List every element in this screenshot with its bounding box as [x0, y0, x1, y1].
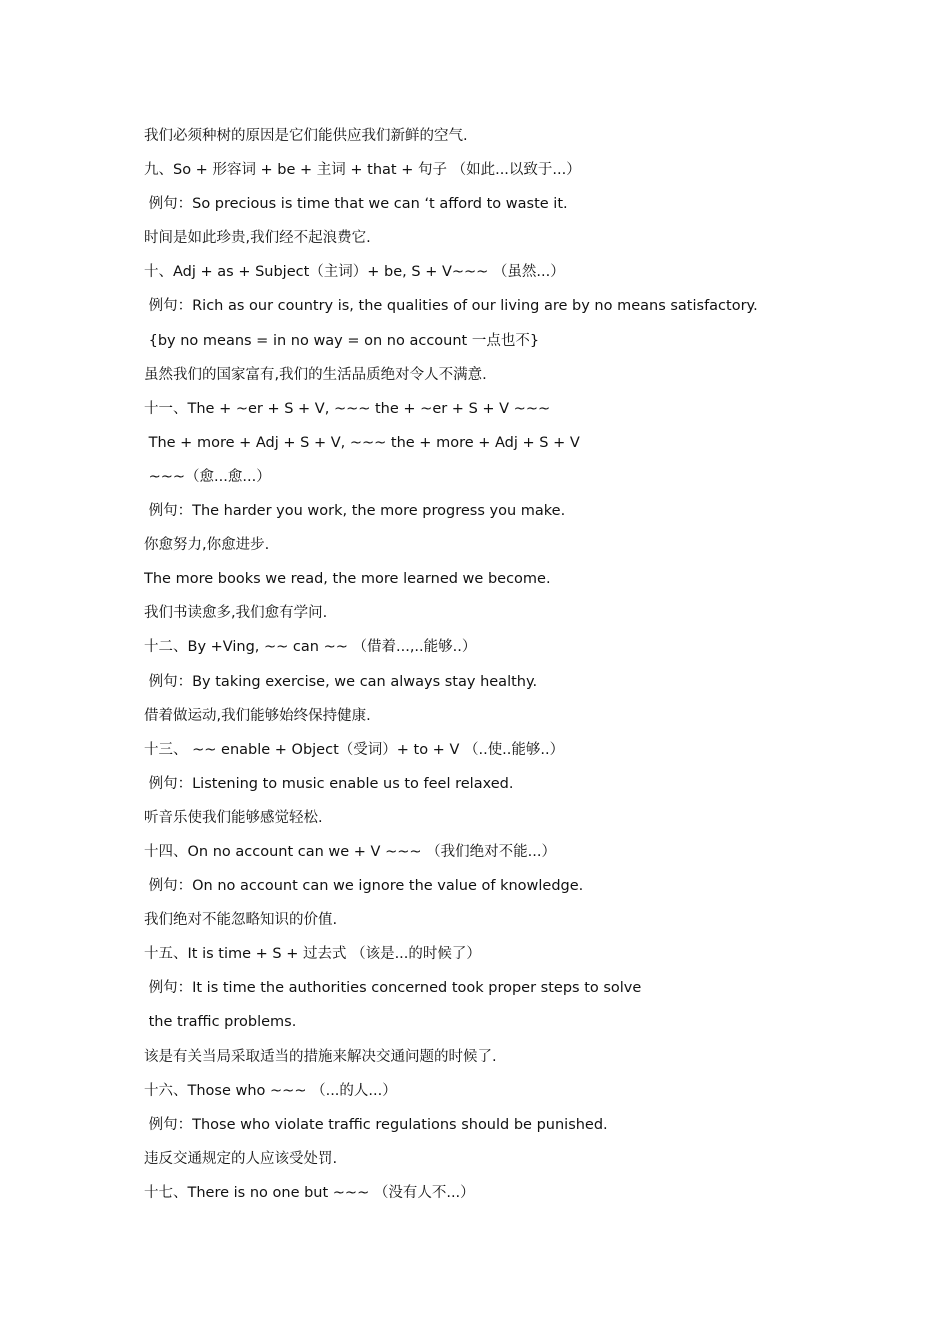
section-heading-16: 十六、Those who ~~~ （...的人...） [144, 1082, 397, 1099]
example-sentence: The more books we read, the more learned we become. [144, 571, 551, 588]
section-heading-11: 十一、The + ~er + S + V, ~~~ the + ~er + S + V ~~~ [144, 400, 551, 417]
example-sentence: 例句：On no account can we ignore the value of knowledge. [144, 878, 584, 895]
example-sentence: 例句：It is time the authorities concerned took proper steps to solve [144, 980, 642, 997]
translation-line: 我们书读愈多,我们愈有学问. [144, 605, 328, 622]
section-heading-14: 十四、On no account can we + V ~~~ （我们绝对不能...） [144, 843, 556, 860]
example-sentence: 例句：Those who violate traffic regulations should be punished. [144, 1116, 608, 1133]
section-heading-12: 十二、By +Ving, ~~ can ~~ （借着...,..能够..） [144, 639, 477, 656]
text-line-1: 我们必须种树的原因是它们能供应我们新鲜的空气. [144, 128, 468, 144]
section-heading-13: 十三、 ~~ enable + Object（受词）+ to + V （..使..能够..） [144, 741, 565, 758]
pattern-line: ~~~（愈...愈...） [144, 468, 271, 485]
section-heading-10: 十、Adj + as + Subject（主词）+ be, S + V~~~ （虽然...） [144, 264, 565, 281]
example-sentence-continued: the traffic problems. [144, 1014, 297, 1031]
document-body [144, 125, 884, 1216]
translation-line: 我们绝对不能忽略知识的价值. [144, 912, 338, 929]
note-line: {by no means = in no way = on no account 一点也不} [144, 332, 540, 349]
translation-line: 你愈努力,你愈进步. [144, 537, 270, 554]
example-sentence: 例句：By taking exercise, we can always stay healthy. [144, 673, 538, 690]
example-sentence: 例句：So precious is time that we can ‘t afford to waste it. [144, 196, 568, 213]
section-heading-9: 九、So + 形容词 + be + 主词 + that + 句子 （如此...以致于...） [144, 162, 581, 179]
translation-line: 借着做运动,我们能够始终保持健康. [144, 707, 371, 724]
translation-line: 虽然我们的国家富有,我们的生活品质绝对令人不满意. [144, 366, 487, 383]
section-heading-17: 十七、There is no one but ~~~ （没有人不...） [144, 1184, 475, 1201]
example-sentence: 例句：Rich as our country is, the qualities of our living are by no means satisfactory. [144, 298, 758, 315]
translation-line: 听音乐使我们能够感觉轻松. [144, 809, 323, 826]
translation-line: 违反交通规定的人应该受处罚. [144, 1150, 338, 1167]
example-sentence: 例句：Listening to music enable us to feel relaxed. [144, 775, 514, 792]
pattern-line: The + more + Adj + S + V, ~~~ the + more + Adj + S + V [144, 434, 580, 451]
translation-line: 时间是如此珍贵,我们经不起浪费它. [144, 230, 371, 247]
section-heading-15: 十五、It is time + S + 过去式 （该是...的时候了） [144, 946, 481, 963]
translation-line: 该是有关当局采取适当的措施来解决交通问题的时候了. [144, 1048, 497, 1065]
example-sentence: 例句：The harder you work, the more progress you make. [144, 503, 566, 520]
